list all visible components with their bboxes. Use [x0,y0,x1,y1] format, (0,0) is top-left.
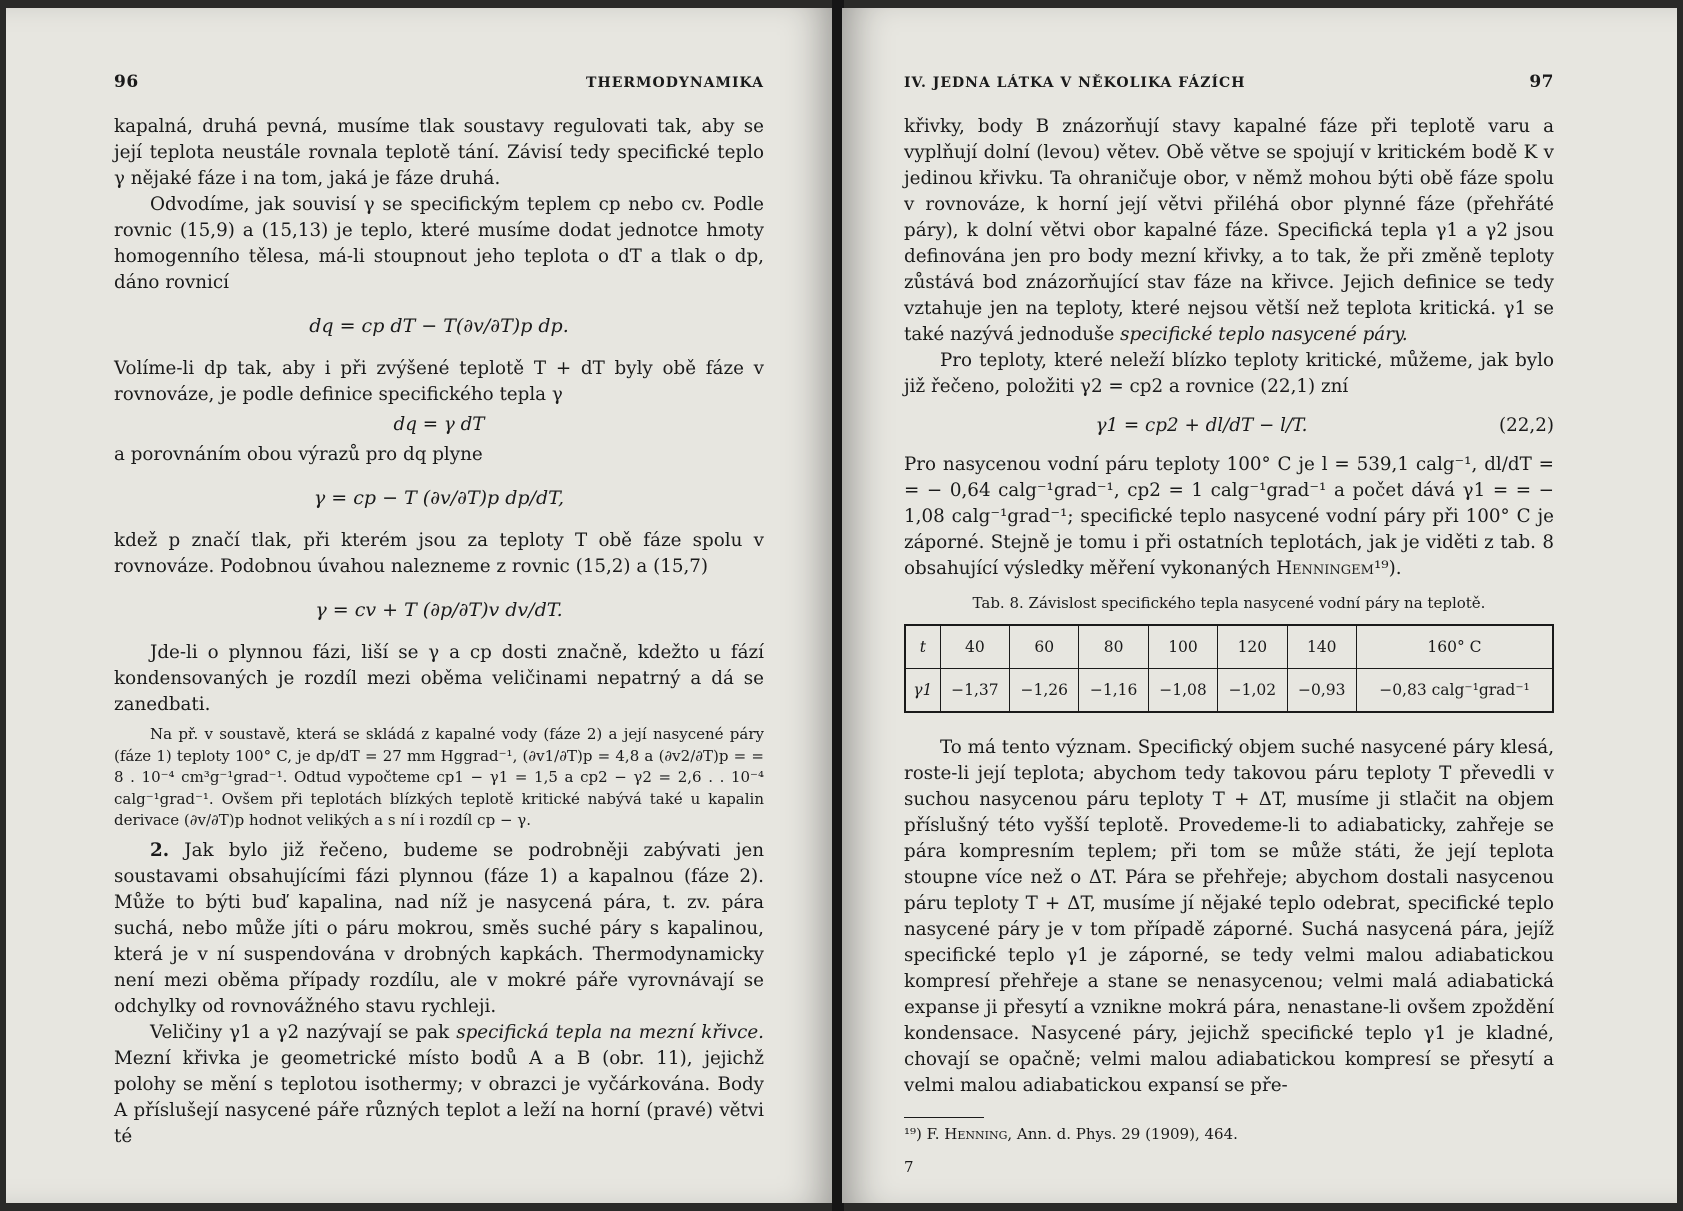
table-cell: −0,93 [1287,669,1356,713]
table-cell: 80 [1079,625,1148,669]
page-number: 96 [114,72,139,92]
footnote-text: , Ann. d. Phys. 29 (1909), 464. [1007,1125,1238,1143]
footnote-text: ¹⁹) F. [904,1125,945,1143]
table-cell: −1,16 [1079,669,1148,713]
table-cell: 140 [1287,625,1356,669]
equation: dq = cp dT − T(∂v/∂T)p dp. [309,315,569,337]
emphasis: specifická tepla na mezní křivce. [456,1021,764,1043]
table-cell: −1,02 [1218,669,1287,713]
paragraph-text: Jak bylo již řečeno, budeme se podrobněji zabývati jen soustavami obsahujícími fázi plynnou (fáze 1) a kapalnou (fáze 2). Může to býti buď kapalina, nad níž je nasycená pára, t. zv. pára suchá, nebo může jíti o páru mokrou, směs suché páry s kapalinou, která je v ní suspendována v drobných kapkách. Thermodynamicky není mezi oběma případy rozdílu, ale v mokré páře vyrovnávají se odchylky od rovnovážného stavu rychleji. [114,839,764,1017]
left-page [6,8,834,1203]
table-cell: −1,08 [1148,669,1217,713]
table-cell: −0,83 calg⁻¹grad⁻¹ [1356,669,1553,713]
table-caption: Tab. 8. Závislost specifického tepla nasycené vodní páry na teplotě. [972,594,1486,612]
table-cell: 120 [1218,625,1287,669]
paragraph: kdež p značí tlak, při kterém jsou za teploty T obě fáze spolu v rovnováze. Podobnou úvahou nalezneme z rovnic (15,2) a (15,7) [114,530,764,577]
numbered-equation [904,400,1554,452]
right-page [842,8,1677,1203]
emphasis: specifické teplo nasycené páry. [1120,324,1408,345]
paragraph: Pro teploty, které neleží blízko teploty kritické, můžeme, jak bylo již řečeno, položiti γ2 = cp2 a rovnice (22,1) zní [904,350,1554,397]
table-cell: γ1 [905,669,940,713]
table-cell: 60 [1010,625,1079,669]
paragraph [904,114,1554,348]
section-number: 2. [150,839,170,861]
equation: γ = cp − T (∂v/∂T)p dp/dT, [313,487,565,509]
author-name: Henningem [1276,558,1374,579]
right-body [904,114,1554,1180]
running-title: THERMODYNAMIKA [586,75,764,91]
left-body [114,114,764,1150]
running-head-right [904,72,1554,92]
data-table [904,624,1554,713]
paragraph [114,1020,764,1150]
table-cell: −1,26 [1010,669,1079,713]
paragraph [904,452,1554,582]
footnote [904,1124,1554,1144]
small-print-note: Na př. v soustavě, která se skládá z kapalné vody (fáze 2) a její nasycené páry (fáze 1) teploty 100° C, je dp/dT = 27 mm Hggrad⁻¹, (∂v1/∂T)p = 4,8 a (∂v2/∂T)p = = 8 . 10⁻⁴ cm³g⁻¹grad⁻¹. Odtud vypočteme cp1 − γ1 = 1,5 a cp2 − γ2 = 2,6 . . 10⁻⁴ calg⁻¹grad⁻¹. Ovšem při teplotách blízkých teplotě kritické nabývá také u kapalin derivace (∂v/∂T)p hodnot velikých a s ní i rozdíl cp − γ. [114,725,764,829]
equation: γ1 = cp2 + dl/dT − l/T. [1095,415,1308,436]
equation: γ = cv + T (∂p/∂T)v dv/dT. [315,599,563,621]
equation-number: (22,2) [1499,415,1554,436]
paragraph-text: křivky, body B znázorňují stavy kapalné fáze při teplotě varu a vyplňují dolní (levou) větev. Obě větve se spojují v kritickém bodě K v jedinou křivku. Ta ohraničuje obor, v němž mohou býti obě fáze spolu v rovnováze, k horní její větvi přiléhá obor plynné fáze (přehřáté páry), k dolní větvi obor kapalné fáze. Specifická tepla γ1 a γ2 jsou definována jen pro body mezní křivky, a to tak, že při změně teploty zůstává bod znázorňující stav fáze na křivce. Jejich definice se tedy vztahuje jen na teploty, které nejsou větší než teplota kritická. γ1 se také nazývá jednoduše [904,116,1554,345]
table-cell: t [905,625,940,669]
paragraph: a porovnáním obou výrazů pro dq plyne [114,444,483,465]
paragraph-text: Mezní křivka je geometrické místo bodů A a B (obr. 11), jejichž polohy se mění s teplotou isothermy; v obrazci je vyčárkována. Body A příslušejí nasycené páře různých teplot a leží na horní (pravé) větvi té [114,1047,764,1147]
paragraph: kapalná, druhá pevná, musíme tlak soustavy regulovati tak, aby se její teplota neustále rovnala teplotě tání. Závisí tedy specifické teplo γ nějaké fáze i na tom, jaká je fáze druhá. [114,116,764,189]
paragraph: Jde-li o plynnou fázi, liší se γ a cp dosti značně, kdežto u fází kondensovaných je rozdíl mezi oběma veličinami nepatrný a dá se zanedbati. [114,642,764,715]
table-cell: 40 [940,625,1009,669]
table-cell: 100 [1148,625,1217,669]
table-cell: 160° C [1356,625,1553,669]
author-name: Henning [944,1125,1008,1143]
page-number: 97 [1529,72,1554,92]
section-paragraph [114,838,764,1020]
table-row [905,669,1553,713]
paragraph-text: Veličiny γ1 a γ2 nazývají se pak [150,1021,457,1043]
footnote-ref: ¹⁹). [1373,558,1402,579]
running-head-left [114,72,764,92]
printer-signature: 7 [904,1158,914,1176]
footnote-rule [904,1117,984,1118]
equation: dq = γ dT [393,414,485,435]
running-title: IV. JEDNA LÁTKA V NĚKOLIKA FÁZÍCH [904,75,1246,91]
paragraph: Odvodíme, jak souvisí γ se specifickým teplem cp nebo cv. Podle rovnic (15,9) a (15,13) je teplo, které musíme dodat jednotce hmoty homogenního tělesa, má-li stoupnout jeho teplota o dT a tlak o dp, dáno rovnicí [114,194,764,293]
paragraph: Volíme-li dp tak, aby i při zvýšené teplotě T + dT byly obě fáze v rovnováze, je podle definice specifického tepla γ [114,358,764,405]
paragraph: To má tento význam. Specifický objem suché nasycené páry klesá, roste-li její teplota; abychom tedy takovou páru teploty T převedli v suchou nasycenou páru teploty T + ΔT, musíme ji stlačit na objem příslušný této vyšší teplotě. Provedeme-li to adiabaticky, zahřeje se pára kompresním teplem; při tom se může státi, že její teplota stoupne více než o ΔT. Pára se přehřeje; abychom dostali nasycenou páru teploty T + ΔT, musíme jí nějaké teplo odebrat, specifické teplo nasycené páry je v tom případě záporné. Suchá nasycená pára, jejíž specifické teplo γ1 je záporné, se tedy velmi malou adiabatickou kompresí přehřeje a stane se nenasycenou; velmi malá adiabatická expanse ji přesytí a vznikne mokrá pára, nenastane-li ovšem zpoždění kondensace. Nasycené páry, jejichž specifické teplo γ1 je kladné, chovají se opačně; velmi malou adiabatickou kompresí se přesytí a velmi malou adiabatickou expansí se pře- [904,737,1554,1096]
table-row [905,625,1553,669]
table-cell: −1,37 [940,669,1009,713]
paragraph-text: Pro nasycenou vodní páru teploty 100° C je l = 539,1 calg⁻¹, dl/dT = = − 0,64 calg⁻¹grad⁻¹, cp2 = 1 calg⁻¹grad⁻¹ a počet dává γ1 = = − 1,08 calg⁻¹grad⁻¹; specifické teplo nasycené vodní páry při 100° C je záporné. Stejně je tomu i při ostatních teplotách, jak je viděti z tab. 8 obsahující výsledky měření vykonaných [904,454,1554,579]
